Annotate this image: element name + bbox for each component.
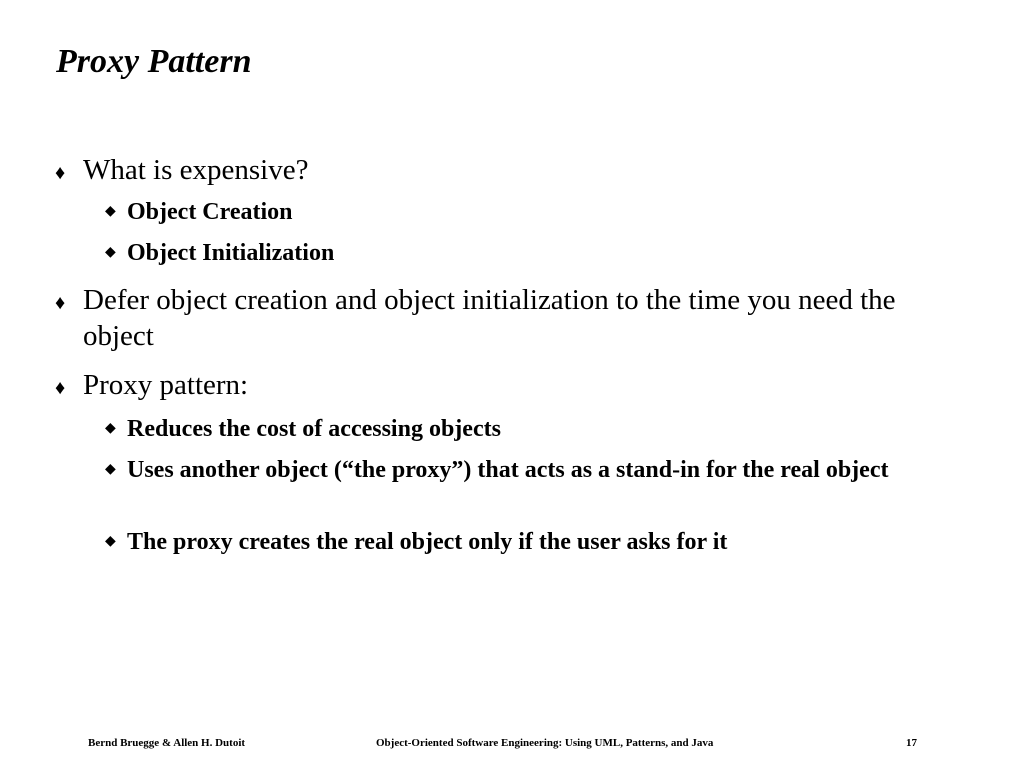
sub-bullet-item <box>105 414 967 445</box>
diamond-sub-bullet-icon: ◆ <box>105 421 116 436</box>
sub-bullet-text: Reduces the cost of accessing objects <box>127 416 501 442</box>
diamond-sub-bullet-icon: ◆ <box>105 245 116 260</box>
diamond-bullet-icon: ♦ <box>55 162 66 184</box>
bullet-item <box>55 367 943 403</box>
diamond-sub-bullet-icon: ◆ <box>105 462 116 477</box>
sub-bullet-item <box>105 455 967 486</box>
footer-authors: Bernd Bruegge & Allen H. Dutoit <box>88 737 246 749</box>
bullet-text: What is expensive? <box>83 154 309 186</box>
sub-bullet-item <box>105 527 967 558</box>
sub-bullet-item <box>105 197 967 228</box>
diamond-bullet-icon: ♦ <box>55 377 66 399</box>
sub-bullet-text: The proxy creates the real object only if the user asks for it <box>127 529 728 555</box>
bullet-text: Defer object creation and object initialization to the time you need the object <box>83 284 896 352</box>
sub-bullet-text: Uses another object (“the proxy”) that acts as a stand-in for the real object <box>127 457 889 483</box>
diamond-sub-bullet-icon: ◆ <box>105 204 116 219</box>
diamond-sub-bullet-icon: ◆ <box>105 534 116 549</box>
bullet-item <box>55 282 943 354</box>
bullet-item <box>55 152 943 188</box>
bullet-text: Proxy pattern: <box>83 369 249 401</box>
diamond-bullet-icon: ♦ <box>55 292 66 314</box>
footer-page-number: 17 <box>906 737 917 749</box>
footer-book-title: Object-Oriented Software Engineering: Using UML, Patterns, and Java <box>376 737 714 749</box>
sub-bullet-item <box>105 238 967 269</box>
slide-title: Proxy Pattern <box>56 43 252 80</box>
sub-bullet-text: Object Creation <box>127 199 293 225</box>
sub-bullet-text: Object Initialization <box>127 240 335 266</box>
